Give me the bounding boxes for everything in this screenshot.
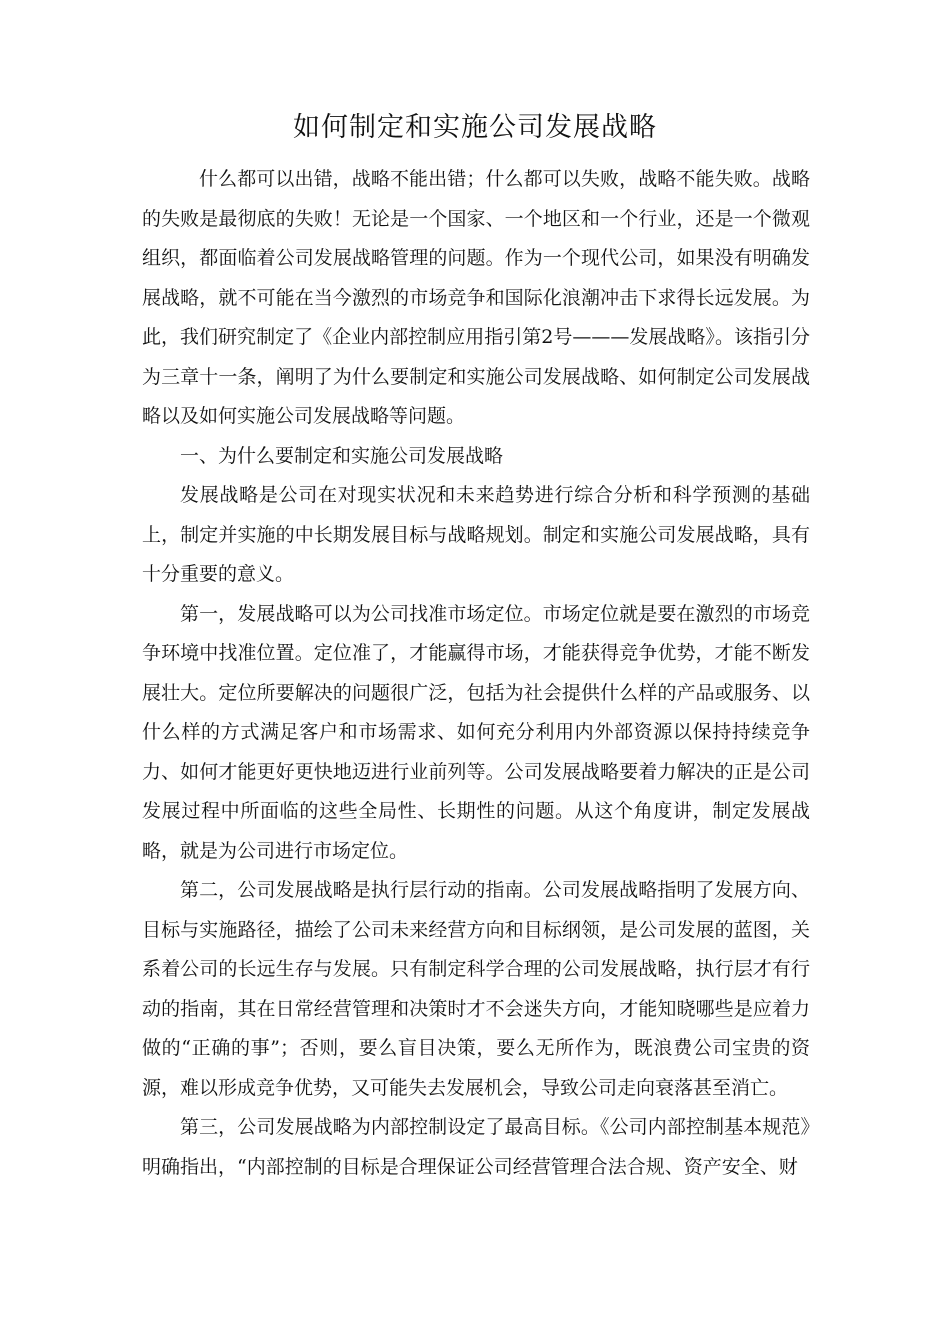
paragraph-point-3: 第三，公司发展战略为内部控制设定了最高目标。《公司内部控制基本规范》明确指出，“内部控制的目标是合理保证公司经营管理合法合规、资产安全、财 — [142, 1116, 810, 1178]
paragraph-point-2: 第二，公司发展战略是执行层行动的指南。公司发展战略指明了发展方向、目标与实施路径，描绘了公司未来经营方向和目标纲领，是公司发展的蓝图，关系着公司的长远生存与发展。只有制定科学合理的公司发展战略，执行层才有行动的指南，其在日常经营管理和决策时才不会迷失方向，才能知晓哪些是应着力做的“正确的事”；否则，要么盲目决策，要么无所作为，既浪费公司宝贵的资源，难以形成竞争优势，又可能失去发展机会，导致公司走向衰落甚至消亡。 — [142, 879, 810, 1099]
paragraph-intro: 什么都可以出错，战略不能出错；什么都可以失败，战略不能失败。战略的失败是最彻底的失败！无论是一个国家、一个地区和一个行业，还是一个微观组织，都面临着公司发展战略管理的问题。作为一个现代公司，如果没有明确发展战略，就不可能在当今激烈的市场竞争和国际化浪潮冲击下求得长远发展。为此，我们研究制定了《企业内部控制应用指引第2号———发展战略》。该指引分为三章十一条，阐明了为什么要制定和实施公司发展战略、如何制定公司发展战略以及如何实施公司发展战略等问题。 — [142, 168, 810, 427]
document-title: 如何制定和实施公司发展战略 — [293, 112, 657, 143]
paragraph-point-1: 第一，发展战略可以为公司找准市场定位。市场定位就是要在激烈的市场竞争环境中找准位置。定位准了，才能赢得市场，才能获得竞争优势，才能不断发展壮大。定位所要解决的问题很广泛，包括为社会提供什么样的产品或服务、以什么样的方式满足客户和市场需求、如何充分利用内外部资源以保持持续竞争力、如何才能更好更快地迈进行业前列等。公司发展战略要着力解决的正是公司发展过程中所面临的这些全局性、长期性的问题。从这个角度讲，制定发展战略，就是为公司进行市场定位。 — [142, 602, 810, 862]
paragraph-definition: 发展战略是公司在对现实状况和未来趋势进行综合分析和科学预测的基础上，制定并实施的中长期发展目标与战略规划。制定和实施公司发展战略，具有十分重要的意义。 — [142, 484, 810, 585]
document-body — [142, 160, 810, 1187]
section-heading-1: 一、为什么要制定和实施公司发展战略 — [180, 444, 504, 467]
